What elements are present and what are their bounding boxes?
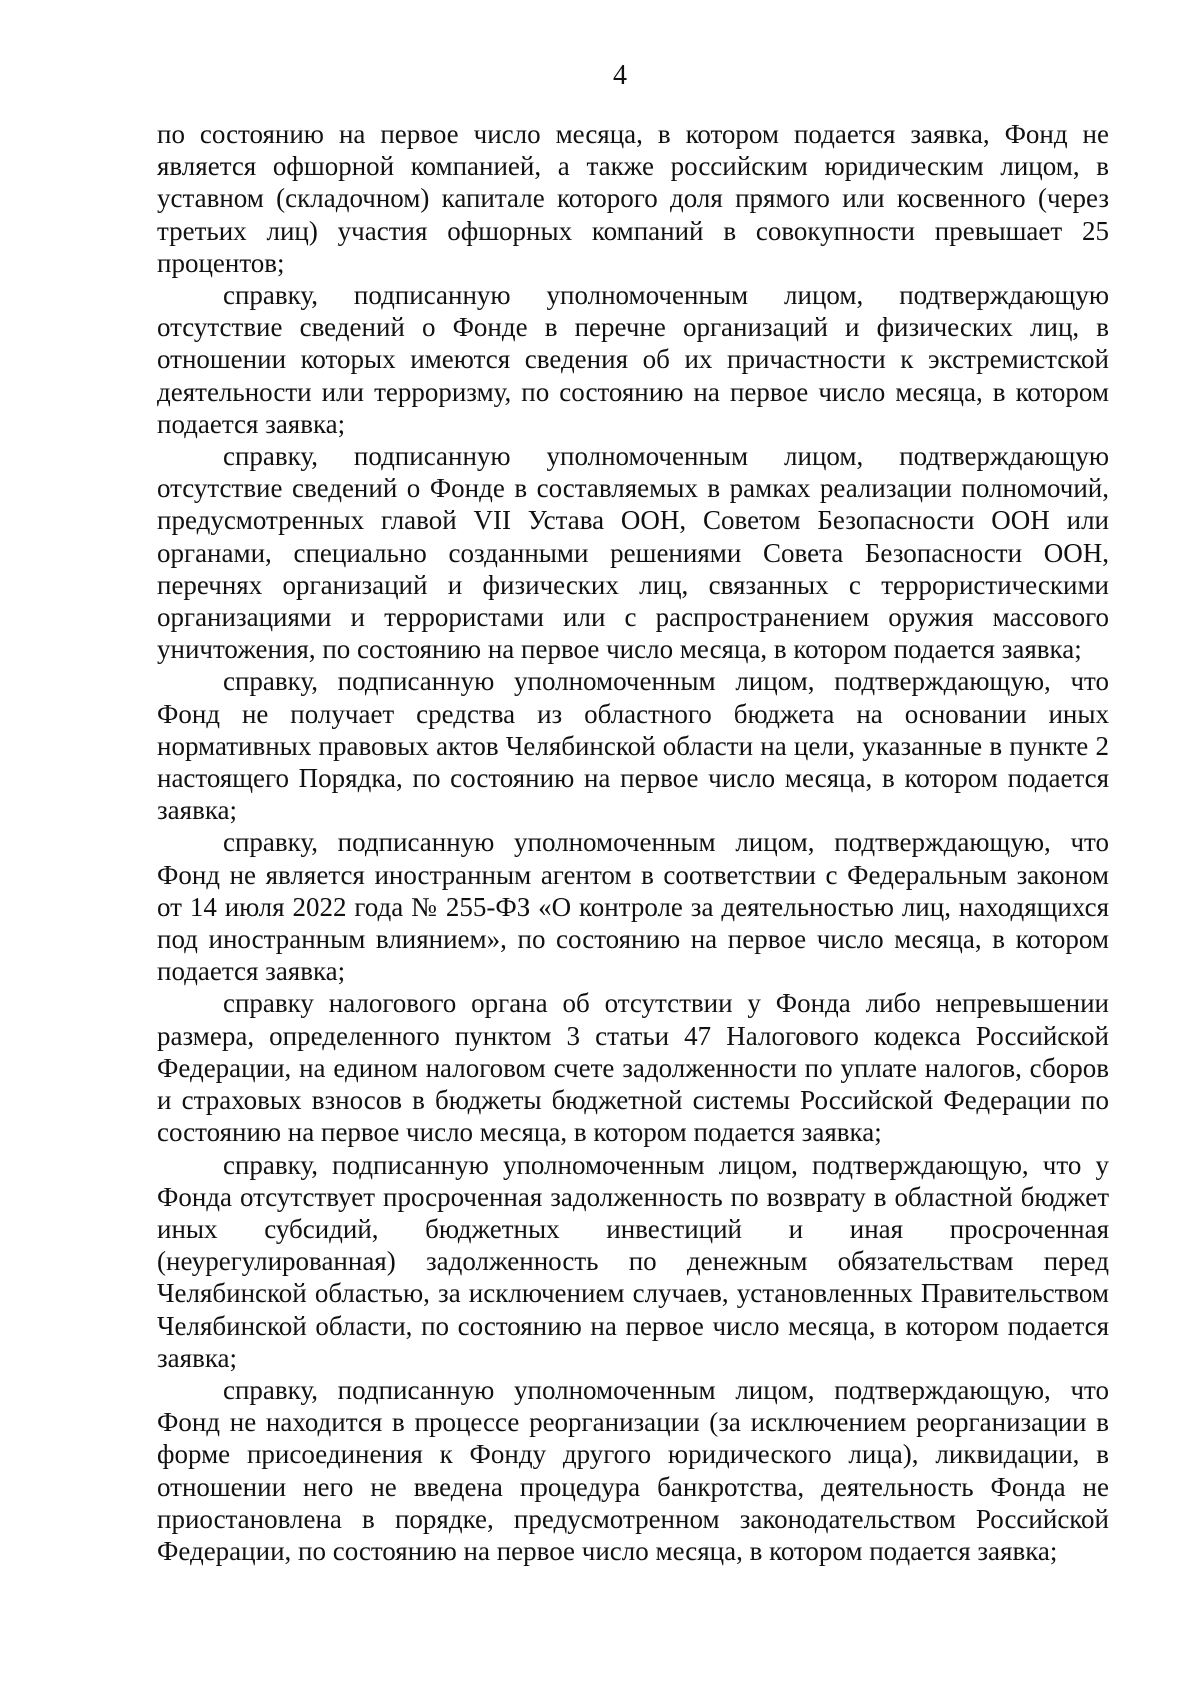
paragraph-extremism-certificate: справку, подписанную уполномоченным лицом, подтверждающую отсутствие сведений о Фонде в перечне организаций и физических лиц, в отношении которых имеются сведения об их причастности к экстремистской деятельности или терроризму, по состоянию на первое число месяца, в котором подается заявка; — [157, 280, 1109, 439]
document-body — [157, 118, 1109, 1567]
paragraph-un-sanctions-certificate: справку, подписанную уполномоченным лицом, подтверждающую отсутствие сведений о Фонде в составляемых в рамках реализации полномочий, предусмотренных главой VII Устава ООН, Советом Безопасности ООН или органами, специально созданными решениями Совета Безопасности ООН, перечнях организаций и физических лиц, связанных с террористическими организациями и террористами или с распространением оружия массового уничтожения, по состоянию на первое число месяца, в котором подается заявка; — [157, 441, 1109, 665]
paragraph-reorganization-certificate: справку, подписанную уполномоченным лицом, подтверждающую, что Фонд не находится в процессе реорганизации (за исключением реорганизации в форме присоединения к Фонду другого юридического лица), ликвидации, в отношении него не введена процедура банкротства, деятельность Фонда не приостановлена в порядке, предусмотренном законодательством Российской Федерации, по состоянию на первое число месяца, в котором подается заявка; — [157, 1374, 1109, 1566]
paragraph-regional-budget-certificate: справку, подписанную уполномоченным лицом, подтверждающую, что Фонд не получает средства из областного бюджета на основании иных нормативных правовых актов Челябинской области на цели, указанные в пункте 2 настоящего Порядка, по состоянию на первое число месяца, в котором подается заявка; — [157, 666, 1109, 826]
page-number: 4 — [613, 60, 627, 91]
paragraph-foreign-agent-certificate: справку, подписанную уполномоченным лицом, подтверждающую, что Фонд не является иностранным агентом в соответствии с Федеральным законом от 14 июля 2022 года № 255-ФЗ «О контроле за деятельностью лиц, находящихся под иностранным влиянием», по состоянию на первое число месяца, в котором подается заявка; — [157, 827, 1109, 987]
paragraph-overdue-debt-certificate: справку, подписанную уполномоченным лицом, подтверждающую, что у Фонда отсутствует просроченная задолженность по возврату в областной бюджет иных субсидий, бюджетных инвестиций и иная просроченная (неурегулированная) задолженность по денежным обязательствам перед Челябинской областью, за исключением случаев, установленных Правительством Челябинской области, по состоянию на первое число месяца, в котором подается заявка; — [157, 1149, 1109, 1373]
paragraph-tax-certificate: справку налогового органа об отсутствии у Фонда либо непревышении размера, определенного пунктом 3 статьи 47 Налогового кодекса Российской Федерации, на едином налоговом счете задолженности по уплате налогов, сборов и страховых взносов в бюджеты бюджетной системы Российской Федерации по состоянию на первое число месяца, в котором подается заявка; — [157, 988, 1109, 1148]
paragraph-offshore-status: по состоянию на первое число месяца, в котором подается заявка, Фонд не является офшорной компанией, а также российским юридическим лицом, в уставном (складочном) капитале которого доля прямого или косвенного (через третьих лиц) участия офшорных компаний в совокупности превышает 25 процентов; — [157, 119, 1109, 278]
